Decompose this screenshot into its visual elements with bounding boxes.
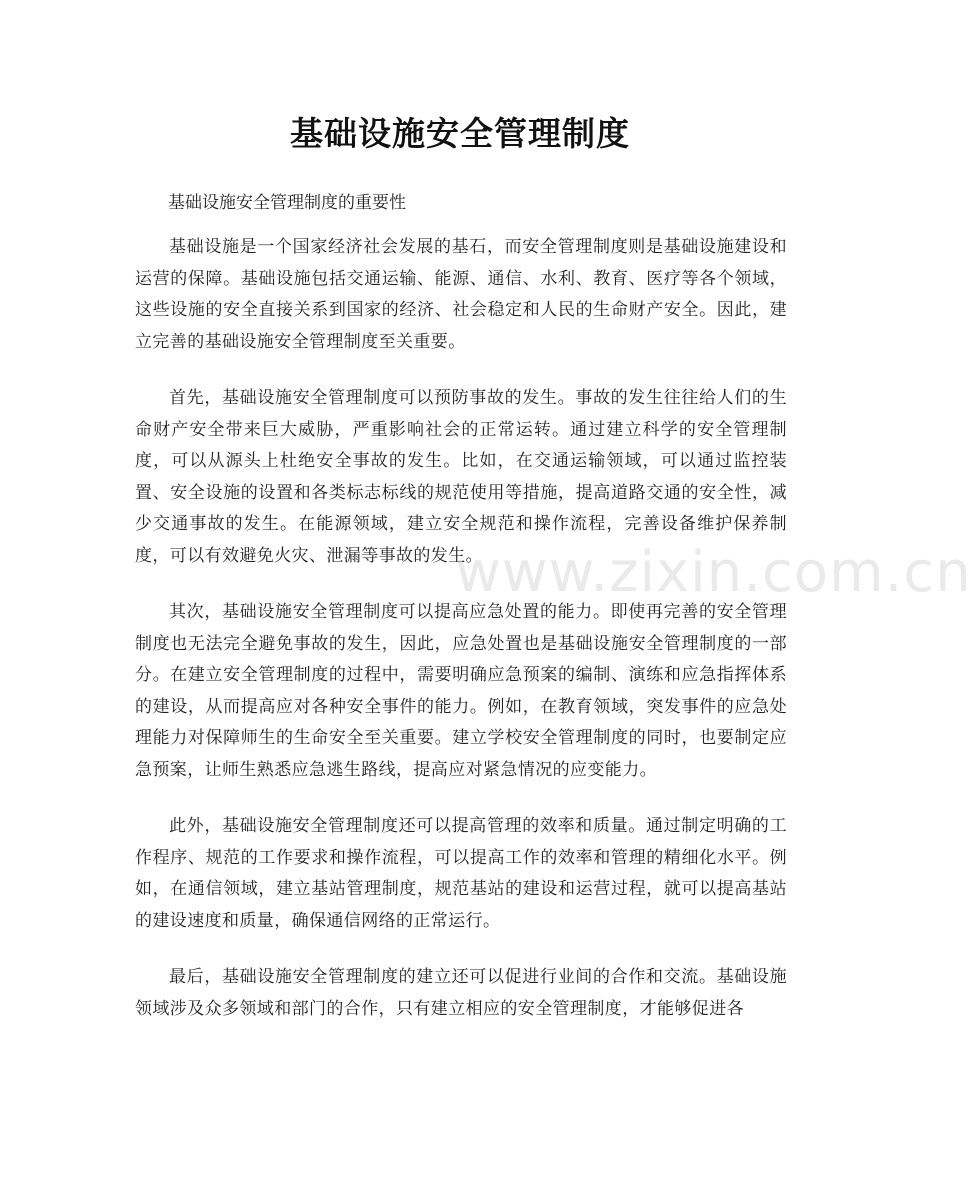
- document-body: [135, 232, 787, 1050]
- document-title: 基础设施安全管理制度: [290, 114, 630, 153]
- paragraph-3: 其次，基础设施安全管理制度可以提高应急处置的能力。即使再完善的安全管理制度也无法完全避免事故的发生，因此，应急处置也是基础设施安全管理制度的一部分。在建立安全管理制度的过程中，需要明确应急预案的编制、演练和应急指挥体系的建设，从而提高应对各种安全事件的能力。例如，在教育领域，突发事件的应急处理能力对保障师生的生命安全至关重要。建立学校安全管理制度的同时，也要制定应急预案，让师生熟悉应急逃生路线，提高应对紧急情况的应变能力。: [135, 602, 787, 780]
- section-heading: 基础设施安全管理制度的重要性: [168, 193, 406, 213]
- paragraph-4: 此外，基础设施安全管理制度还可以提高管理的效率和质量。通过制定明确的工作程序、规范的工作要求和操作流程，可以提高工作的效率和管理的精细化水平。例如，在通信领域，建立基站管理制度，规范基站的建设和运营过程，就可以提高基站的建设速度和质量，确保通信网络的正常运行。: [135, 816, 787, 931]
- watermark: www.zixin.com.cn: [455, 540, 972, 605]
- paragraph-2: 首先，基础设施安全管理制度可以预防事故的发生。事故的发生往往给人们的生命财产安全带来巨大威胁，严重影响社会的正常运转。通过建立科学的安全管理制度，可以从源头上杜绝安全事故的发生。比如，在交通运输领域，可以通过监控装置、安全设施的设置和各类标志标线的规范使用等措施，提高道路交通的安全性，减少交通事故的发生。在能源领域，建立安全规范和操作流程，完善设备维护保养制度，可以有效避免火灾、泄漏等事故的发生。: [135, 388, 787, 566]
- paragraph-5: 最后，基础设施安全管理制度的建立还可以促进行业间的合作和交流。基础设施领域涉及众多领域和部门的合作，只有建立相应的安全管理制度，才能够促进各: [135, 967, 787, 1019]
- paragraph-1: 基础设施是一个国家经济社会发展的基石，而安全管理制度则是基础设施建设和运营的保障。基础设施包括交通运输、能源、通信、水利、教育、医疗等各个领域，这些设施的安全直接关系到国家的经济、社会稳定和人民的生命财产安全。因此，建立完善的基础设施安全管理制度至关重要。: [135, 237, 787, 352]
